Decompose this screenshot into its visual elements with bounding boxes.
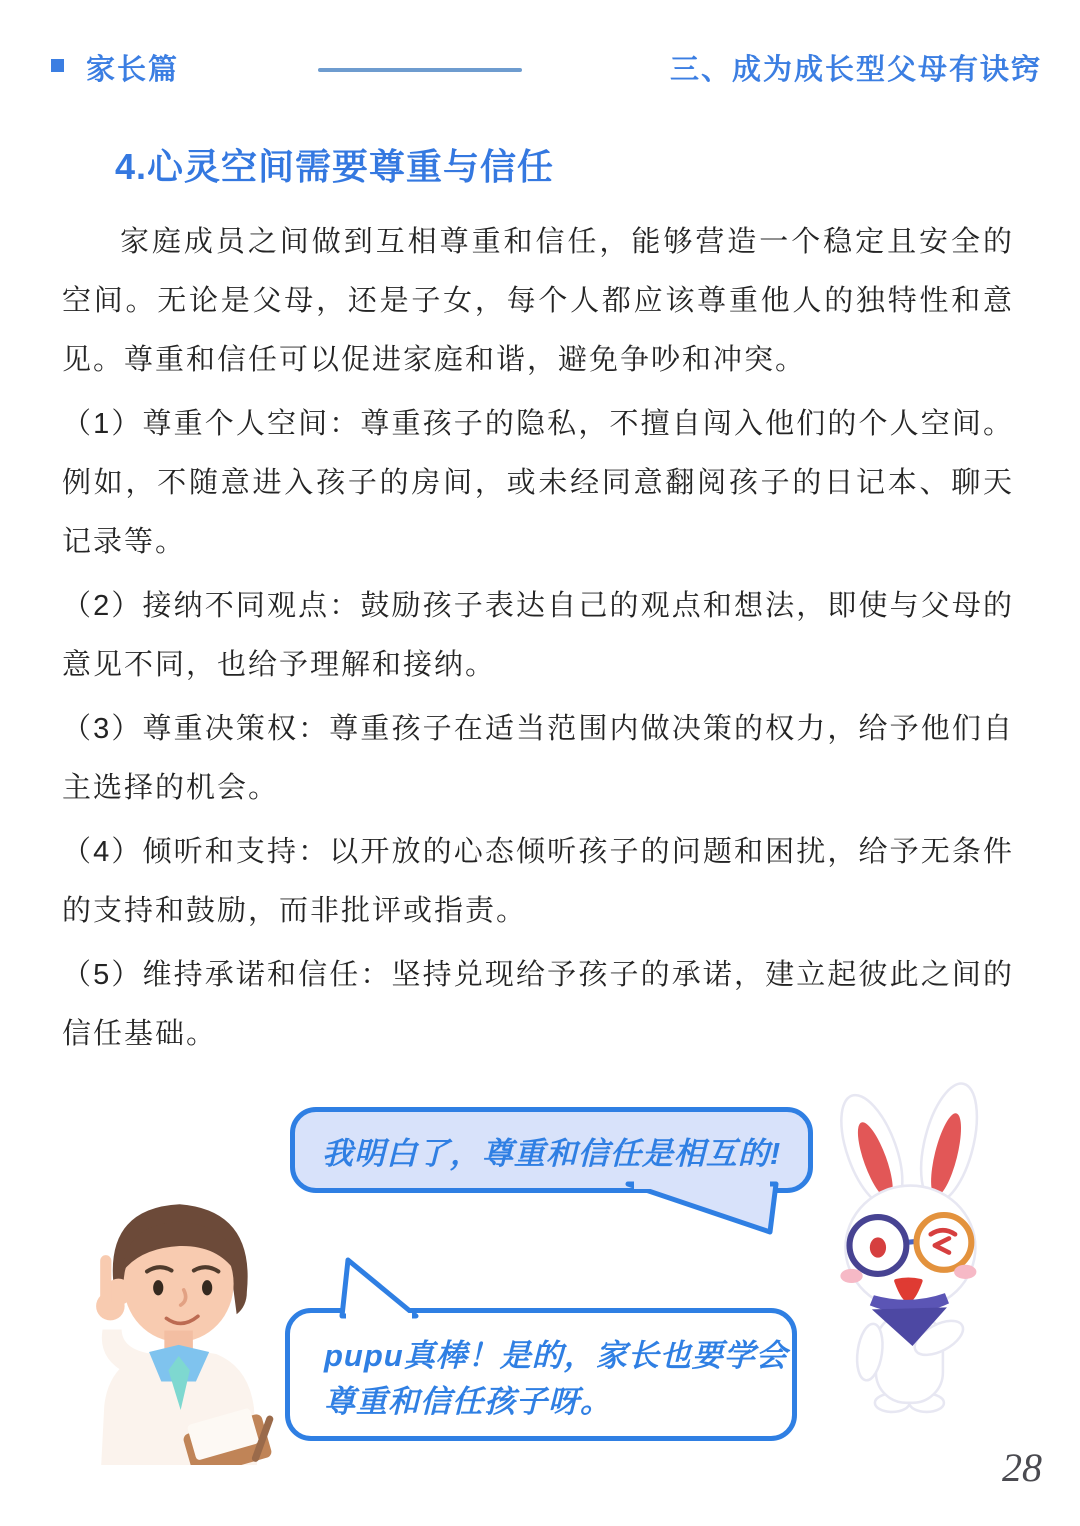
header-divider-line [318,68,522,72]
doctor-speech-line1: pupu真棒！是的，家长也要学会 [324,1338,788,1373]
body-paragraph: （1）尊重个人空间：尊重孩子的隐私，不擅自闯入他们的个人空间。例如，不随意进入孩子的房间，或未经同意翻阅孩子的日记本、聊天记录等。 [62,408,1014,558]
header-section-label: 家长篇 [86,54,180,86]
body-paragraph: （3）尊重决策权：尊重孩子在适当范围内做决策的权力，给予他们自主选择的机会。 [62,713,1014,804]
doctor-speech-bubble [285,1308,797,1441]
section-bullet-icon [51,59,64,72]
body-text [62,213,1014,1069]
body-paragraph: （2）接纳不同观点：鼓励孩子表达自己的观点和想法，即使与父母的意见不同，也给予理解和接纳。 [62,590,1014,681]
doctor-speech-line2: 尊重和信任孩子呀。 [324,1384,612,1419]
page-number: 28 [1002,1445,1042,1490]
header-chapter-title: 三、成为成长型父母有诀窍 [669,54,1042,86]
speech-bubble-tail-icon [332,1256,432,1322]
doctor-illustration [45,1190,300,1465]
body-paragraph: （4）倾听和支持：以开放的心态倾听孩子的问题和困扰，给予无条件的支持和鼓励，而非批评或指责。 [62,836,1014,927]
speech-bubble-tail-icon [624,1180,784,1238]
body-paragraph: （5）维持承诺和信任：坚持兑现给予孩子的承诺，建立起彼此之间的信任基础。 [62,959,1014,1050]
rabbit-mascot-illustration [818,1080,1013,1415]
body-paragraph: 家庭成员之间做到互相尊重和信任，能够营造一个稳定且安全的空间。无论是父母，还是子女，每个人都应该尊重他人的独特性和意见。尊重和信任可以促进家庭和谐，避免争吵和冲突。 [62,226,1014,376]
rabbit-speech-text: 我明白了，尊重和信任是相互的! [321,1135,782,1171]
page-title: 4.心灵空间需要尊重与信任 [115,146,555,187]
